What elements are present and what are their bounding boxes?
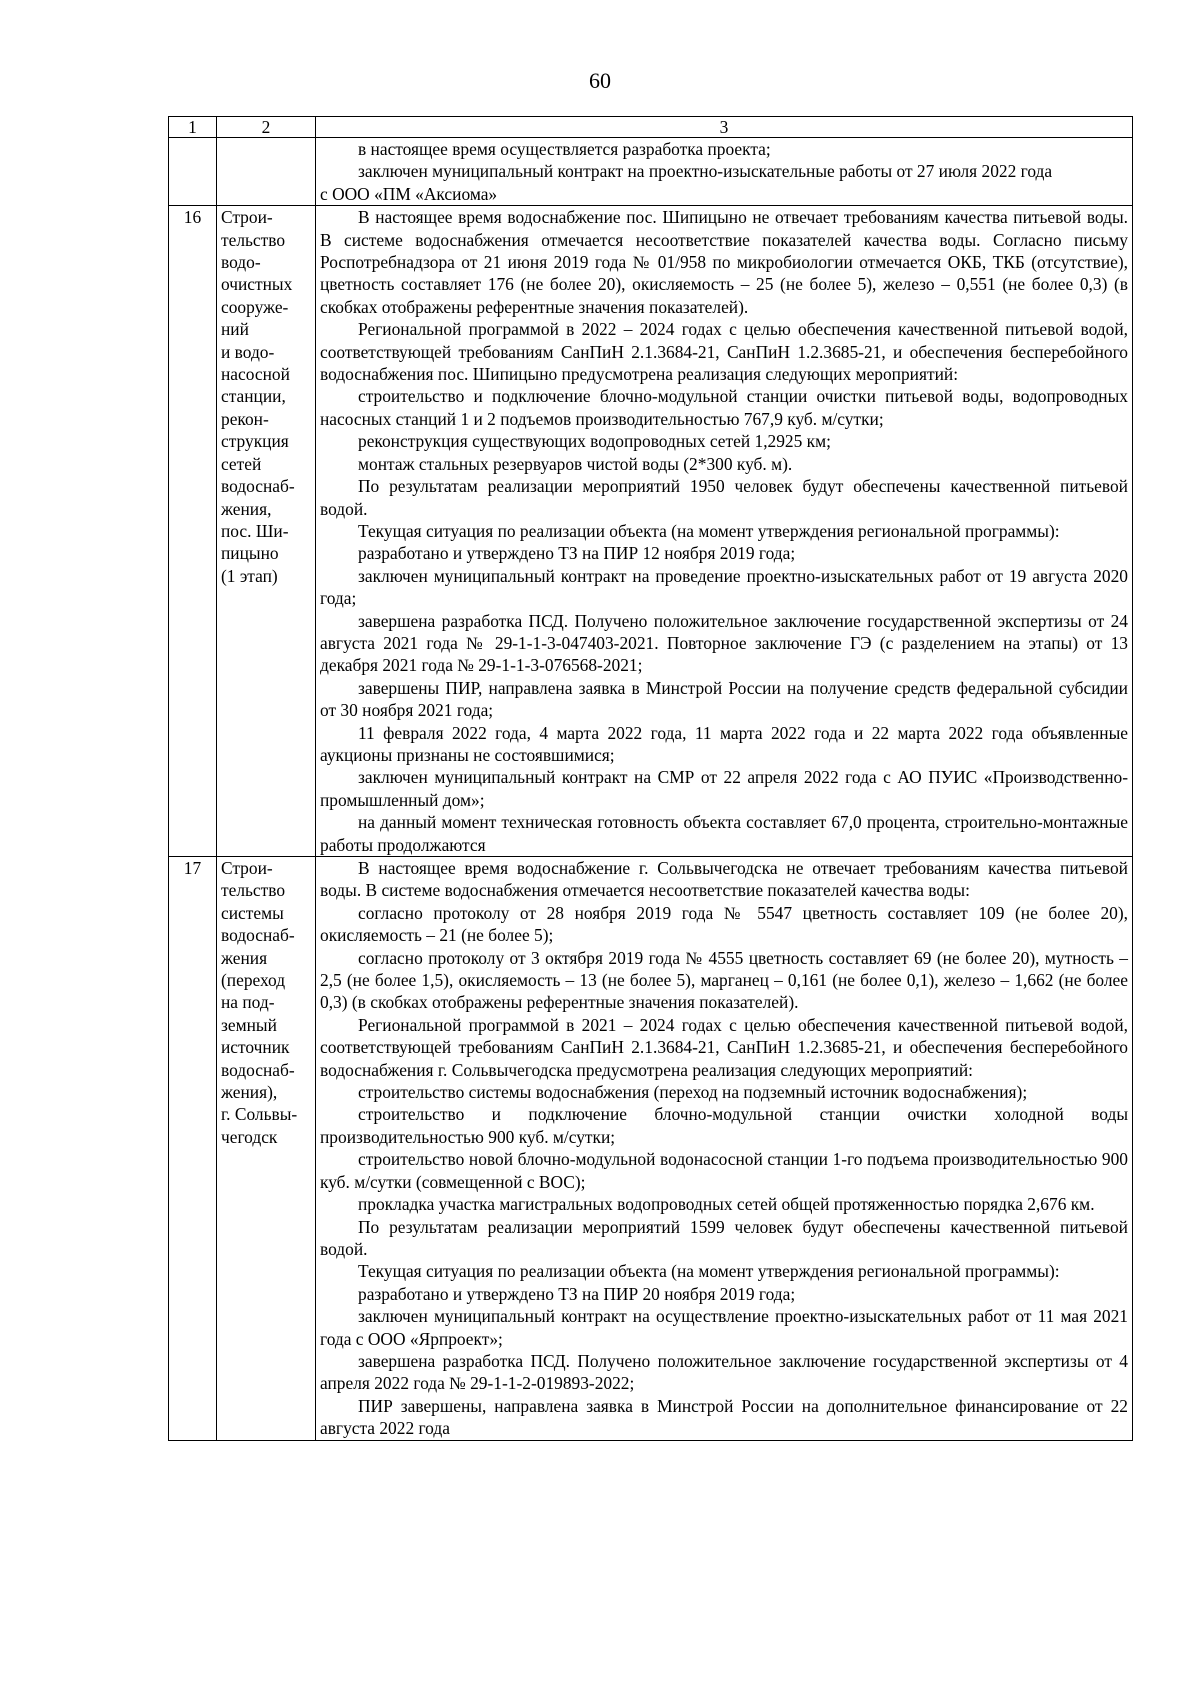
paragraph: строительство системы водоснабжения (переход на подземный источник водоснабжения); <box>358 1082 1028 1103</box>
row-number: 16 <box>169 206 217 857</box>
header-cell-3: 3 <box>316 117 1133 138</box>
object-name-line: водоснаб- <box>221 476 295 497</box>
paragraph: заключен муниципальный контракт на СМР от 22 апреля 2022 года с АО ПУИС «Производственно-промышленный дом»; <box>320 767 1128 810</box>
table-row-17 <box>169 857 1133 1441</box>
object-name-line: (1 этап) <box>221 565 278 586</box>
object-name-line: жения), <box>221 1082 278 1103</box>
paragraph: заключен муниципальный контракт на осуществление проектно-изыскательных работ от 11 мая 2021 года с ООО «Ярпроект»; <box>320 1306 1128 1349</box>
description-cell <box>316 857 1133 1441</box>
paragraph: заключен муниципальный контракт на проведение проектно-изыскательных работ от 19 августа 2020 года; <box>320 565 1128 609</box>
paragraph: завершена разработка ПСД. Получено положительное заключение государственной экспертизы от 4 апреля 2022 года № 29-1-1-2-019893-2022; <box>320 1350 1128 1394</box>
paragraph: В настоящее время водоснабжение пос. Шипицыно не отвечает требованиям качества питьевой воды. В системе водоснабжения отмечается несоответствие показателей качества воды. Согласно письму Роспотребнадзора от 21 июня 2019 года № 01/958 по микробиологии отмечается ОКБ, ТКБ (отсутствие), цветность составляет 176 (не более 20), окисляемость – 25 (не более 5), железо – 0,551 (не более 0,3) (в скобках отображены референтные значения показателей). <box>320 207 1128 317</box>
object-name-line: сетей <box>221 453 262 474</box>
continuation-row <box>169 138 1133 206</box>
object-name-line: сооруже- <box>221 296 289 317</box>
paragraph: на данный момент техническая готовность объекта составляет 67,0 процента, строительно-монтажные работы продолжаются <box>320 812 1128 855</box>
object-name-line: на под- <box>221 992 275 1013</box>
object-name-line: (переход <box>221 970 286 991</box>
row-number: 17 <box>169 857 217 1441</box>
object-name-line: системы <box>221 902 284 923</box>
object-name-line: источник <box>221 1037 290 1058</box>
object-name-line: водоснаб- <box>221 925 295 946</box>
object-name-line: ний <box>221 319 249 340</box>
paragraph: По результатам реализации мероприятий 1950 человек будут обеспечены качественной питьевой водой. <box>320 476 1128 519</box>
paragraph: ПИР завершены, направлена заявка в Минстрой России на дополнительное финансирование от 22 августа 2022 года <box>320 1395 1128 1439</box>
object-name-line: жения <box>221 947 268 968</box>
object-name-line: очистных <box>221 274 293 295</box>
continuation-body-cell <box>316 138 1133 206</box>
object-name-line: земный <box>221 1014 277 1035</box>
paragraph: прокладка участка магистральных водопроводных сетей общей протяженностью порядка 2,676 км. <box>358 1194 1095 1215</box>
paragraph: реконструкция существующих водопроводных сетей 1,2925 км; <box>358 431 831 452</box>
continuation-num-cell <box>169 138 217 206</box>
object-name-line: жения, <box>221 498 272 519</box>
paragraph: строительство и подключение блочно-модульной станции очистки питьевой воды, водопроводных насосных станций 1 и 2 подъемов производительностью 767,9 куб. м/сутки; <box>320 386 1128 429</box>
paragraph: завершена разработка ПСД. Получено положительное заключение государственной экспертизы от 24 августа 2021 года № 29-1-1-3-047403-2021. Повторное заключение ГЭ (с разделением на этапы) от 13 декабря 2021 года № 29-1-1-3-076568-2021; <box>320 610 1128 676</box>
object-name-line: станции, <box>221 386 286 407</box>
paragraph: согласно протоколу от 28 ноября 2019 года № 5547 цветность составляет 109 (не более 20), окисляемость – 21 (не более 5); <box>320 902 1128 946</box>
paragraph: Региональной программой в 2021 – 2024 годах с целью обеспечения качественной питьевой водой, соответствующей требованиям СанПиН 2.1.3684-21, СанПиН 1.2.3685-21, и обеспечения бесперебойного водоснабжения г. Сольвычегодска предусмотрена реализация следующих мероприятий: <box>320 1014 1128 1080</box>
paragraph: разработано и утверждено ТЗ на ПИР 12 ноября 2019 года; <box>358 543 796 564</box>
object-name-line: Строи- <box>221 207 273 228</box>
paragraph: согласно протоколу от 3 октября 2019 года № 4555 цветность составляет 69 (не более 20), мутность – 2,5 (не более 1,5), окисляемость – 13 (не более 5), марганец – 0,161 (не более 0,1), железо – 1,662 (не более 0,3) (в скобках отображены референтные значения показателей). <box>320 947 1128 1013</box>
continuation-name-cell <box>217 138 316 206</box>
paragraph: строительство новой блочно-модульной водонасосной станции 1-го подъема производительностью 900 куб. м/сутки (совмещенной с ВОС); <box>320 1149 1128 1192</box>
object-name-line: струкция <box>221 431 289 452</box>
object-name-line: водо- <box>221 252 261 273</box>
object-name-line: насосной <box>221 364 290 385</box>
description-cell <box>316 206 1133 857</box>
object-name-line: чегодск <box>221 1126 278 1147</box>
object-name-line: пицыно <box>221 543 279 564</box>
object-name-line: водоснаб- <box>221 1059 295 1080</box>
paragraph: разработано и утверждено ТЗ на ПИР 20 ноября 2019 года; <box>358 1283 796 1304</box>
paragraph: По результатам реализации мероприятий 1599 человек будут обеспечены качественной питьевой водой. <box>320 1216 1128 1259</box>
object-name-cell <box>217 857 316 1441</box>
header-cell-2: 2 <box>217 117 316 138</box>
object-name-line: тельство <box>221 229 286 250</box>
paragraph: Региональной программой в 2022 – 2024 годах с целью обеспечения качественной питьевой водой, соответствующей требованиям СанПиН 2.1.3684-21, СанПиН 1.2.3685-21, и обеспечения бесперебойного водоснабжения пос. Шипицыно предусмотрена реализация следующих мероприятий: <box>320 319 1128 385</box>
paragraph: Текущая ситуация по реализации объекта (на момент утверждения региональной программы): <box>358 1261 1060 1282</box>
paragraph: Текущая ситуация по реализации объекта (на момент утверждения региональной программы): <box>358 520 1060 541</box>
object-name-line: г. Сольвы- <box>221 1104 298 1125</box>
paragraph: завершены ПИР, направлена заявка в Минстрой России на получение средств федеральной субсидии от 30 ноября 2021 года; <box>320 677 1128 721</box>
paragraph: в настоящее время осуществляется разработка проекта; <box>358 139 771 159</box>
object-name-line: и водо- <box>221 341 275 362</box>
paragraph-tail: с ООО «ПМ «Аксиома» <box>320 183 498 204</box>
object-name-line: рекон- <box>221 408 269 429</box>
object-name-line: тельство <box>221 880 286 901</box>
paragraph: монтаж стальных резервуаров чистой воды (2*300 куб. м). <box>358 453 793 474</box>
object-name-line: Строи- <box>221 858 273 878</box>
header-cell-1: 1 <box>169 117 217 138</box>
program-table <box>168 116 1133 1441</box>
table-header-row <box>169 117 1133 138</box>
paragraph: 11 февраля 2022 года, 4 марта 2022 года, 11 марта 2022 года и 22 марта 2022 года объявленные аукционы признаны не состоявшимися; <box>320 722 1128 765</box>
paragraph: В настоящее время водоснабжение г. Сольвычегодска не отвечает требованиям качества питьевой воды. В системе водоснабжения отмечается несоответствие показателей качества воды: <box>320 858 1128 901</box>
paragraph: заключен муниципальный контракт на проектно-изыскательные работы от 27 июля 2022 года <box>358 161 1053 182</box>
object-name-cell <box>217 206 316 857</box>
page-number: 60 <box>589 68 611 93</box>
paragraph: строительство и подключение блочно-модульной станции очистки холодной воды производительностью 900 куб. м/сутки; <box>320 1104 1128 1147</box>
object-name-line: пос. Ши- <box>221 520 289 541</box>
table-row-16 <box>169 206 1133 857</box>
